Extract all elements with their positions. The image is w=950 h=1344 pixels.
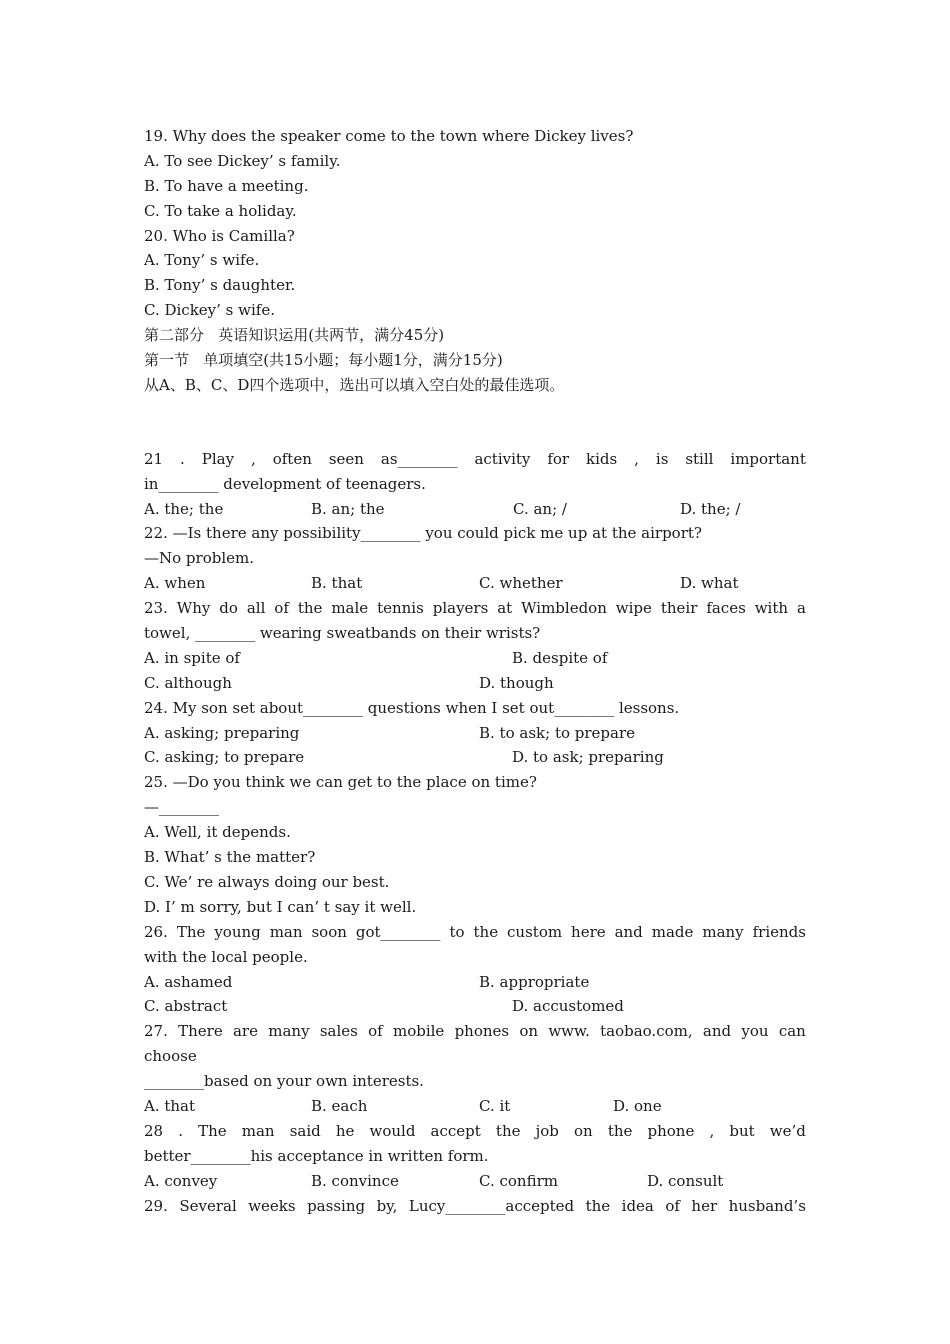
question-20-option-a: A. Tony’ s wife. — [144, 251, 260, 270]
question-26-stem-line2: with the local people. — [144, 947, 308, 966]
question-23-options-row2 — [144, 671, 806, 696]
question-25-stem-line1: 25. —Do you think we can get to the place on time? — [144, 773, 537, 792]
question-27-option-b: B. each — [311, 1096, 368, 1115]
question-26-option-d: D. accustomed — [512, 997, 624, 1016]
question-24-option-a: A. asking; preparing — [144, 723, 300, 742]
question-29-stem-line1: 29. Several weeks passing by, Lucy________accepted the idea of her husband’s — [144, 1196, 806, 1215]
question-27-stem-line2: choose — [144, 1047, 197, 1066]
question-19-stem: 19. Why does the speaker come to the town where Dickey lives? — [144, 127, 634, 145]
question-22-option-d: D. what — [680, 574, 739, 593]
question-23-option-d: D. though — [479, 673, 554, 692]
question-23-option-c: C. although — [144, 673, 232, 692]
section-part-heading: 第二部分 英语知识运用(共两节，满分45分) — [144, 326, 445, 345]
question-28-option-c: C. confirm — [479, 1171, 558, 1190]
question-22-stem-line2: —No problem. — [144, 549, 254, 568]
question-27-stem-line3: ________based on your own interests. — [144, 1072, 424, 1091]
question-28-stem-line2: better________his acceptance in written form. — [144, 1146, 489, 1165]
question-28-options — [144, 1169, 806, 1194]
question-25-option-b: B. What’ s the matter? — [144, 848, 316, 867]
question-25-option-a: A. Well, it depends. — [144, 823, 291, 842]
question-26-option-a: A. ashamed — [144, 972, 233, 991]
question-24-stem: 24. My son set about________ questions when I set out________ lessons. — [144, 698, 680, 717]
question-27-option-d: D. one — [613, 1096, 662, 1115]
question-24-option-c: C. asking; to prepare — [144, 748, 305, 767]
question-28-option-b: B. convince — [311, 1171, 399, 1190]
question-20-stem: 20. Who is Camilla? — [144, 226, 295, 245]
question-26-option-c: C. abstract — [144, 997, 228, 1016]
question-19-option-b: B. To have a meeting. — [144, 176, 309, 195]
question-23-stem-line2: towel, ________ wearing sweatbands on their wrists? — [144, 624, 541, 643]
question-24-options-row1 — [144, 721, 806, 746]
question-21-stem-line2: in________ development of teenagers. — [144, 474, 426, 493]
question-28-option-d: D. consult — [647, 1171, 724, 1190]
question-25-stem-line2: —________ — [144, 798, 219, 817]
question-26-stem-line1: 26. The young man soon got________ to the custom here and made many friends — [144, 922, 806, 941]
exam-content — [144, 124, 806, 1218]
spacer — [144, 398, 806, 447]
question-19-option-c: C. To take a holiday. — [144, 201, 297, 220]
question-21-option-b: B. an; the — [311, 499, 385, 518]
question-27-option-a: A. that — [144, 1096, 196, 1115]
question-20-option-c: C. Dickey’ s wife. — [144, 301, 275, 320]
question-23-option-a: A. in spite of — [144, 648, 240, 667]
question-24-option-d: D. to ask; preparing — [512, 748, 664, 767]
question-28-option-a: A. convey — [144, 1171, 218, 1190]
question-25-option-d: D. I’ m sorry, but I can’ t say it well. — [144, 897, 417, 916]
question-26-options-row1 — [144, 970, 806, 995]
question-25-option-c: C. We’ re always doing our best. — [144, 872, 390, 891]
question-22-stem-line1: 22. —Is there any possibility________ you could pick me up at the airport? — [144, 524, 702, 543]
question-21-option-c: C. an; / — [513, 499, 567, 518]
question-26-option-b: B. appropriate — [479, 972, 590, 991]
question-22-option-a: A. when — [144, 574, 206, 593]
question-27-stem-line1: 27. There are many sales of mobile phones on www. taobao.com, and you can — [144, 1022, 806, 1041]
question-26-options-row2 — [144, 994, 806, 1019]
question-24-option-b: B. to ask; to prepare — [479, 723, 636, 742]
question-24-options-row2 — [144, 745, 806, 770]
question-21-option-a: A. the; the — [144, 499, 224, 518]
question-20-option-b: B. Tony’ s daughter. — [144, 276, 296, 295]
question-22-option-b: B. that — [311, 574, 363, 593]
section-instruction: 从A、B、C、D四个选项中，选出可以填入空白处的最佳选项。 — [144, 375, 565, 394]
question-21-stem-line1: 21 . Play , often seen as________ activity for kids , is still important — [144, 449, 806, 468]
question-22-option-c: C. whether — [479, 574, 563, 593]
question-28-stem-line1: 28 . The man said he would accept the job on the phone , but we’d — [144, 1121, 806, 1140]
question-27-options — [144, 1094, 806, 1119]
question-21-options — [144, 497, 806, 522]
question-21-option-d: D. the; / — [680, 499, 741, 518]
question-27-option-c: C. it — [479, 1096, 511, 1115]
question-23-options-row1 — [144, 646, 806, 671]
question-23-stem-line1: 23. Why do all of the male tennis players at Wimbledon wipe their faces with a — [144, 599, 806, 618]
question-19-option-a: A. To see Dickey’ s family. — [144, 151, 341, 170]
question-22-options — [144, 571, 806, 596]
section-subsection-heading: 第一节 单项填空(共15小题；每小题1分，满分15分) — [144, 351, 503, 370]
question-23-option-b: B. despite of — [512, 648, 608, 667]
